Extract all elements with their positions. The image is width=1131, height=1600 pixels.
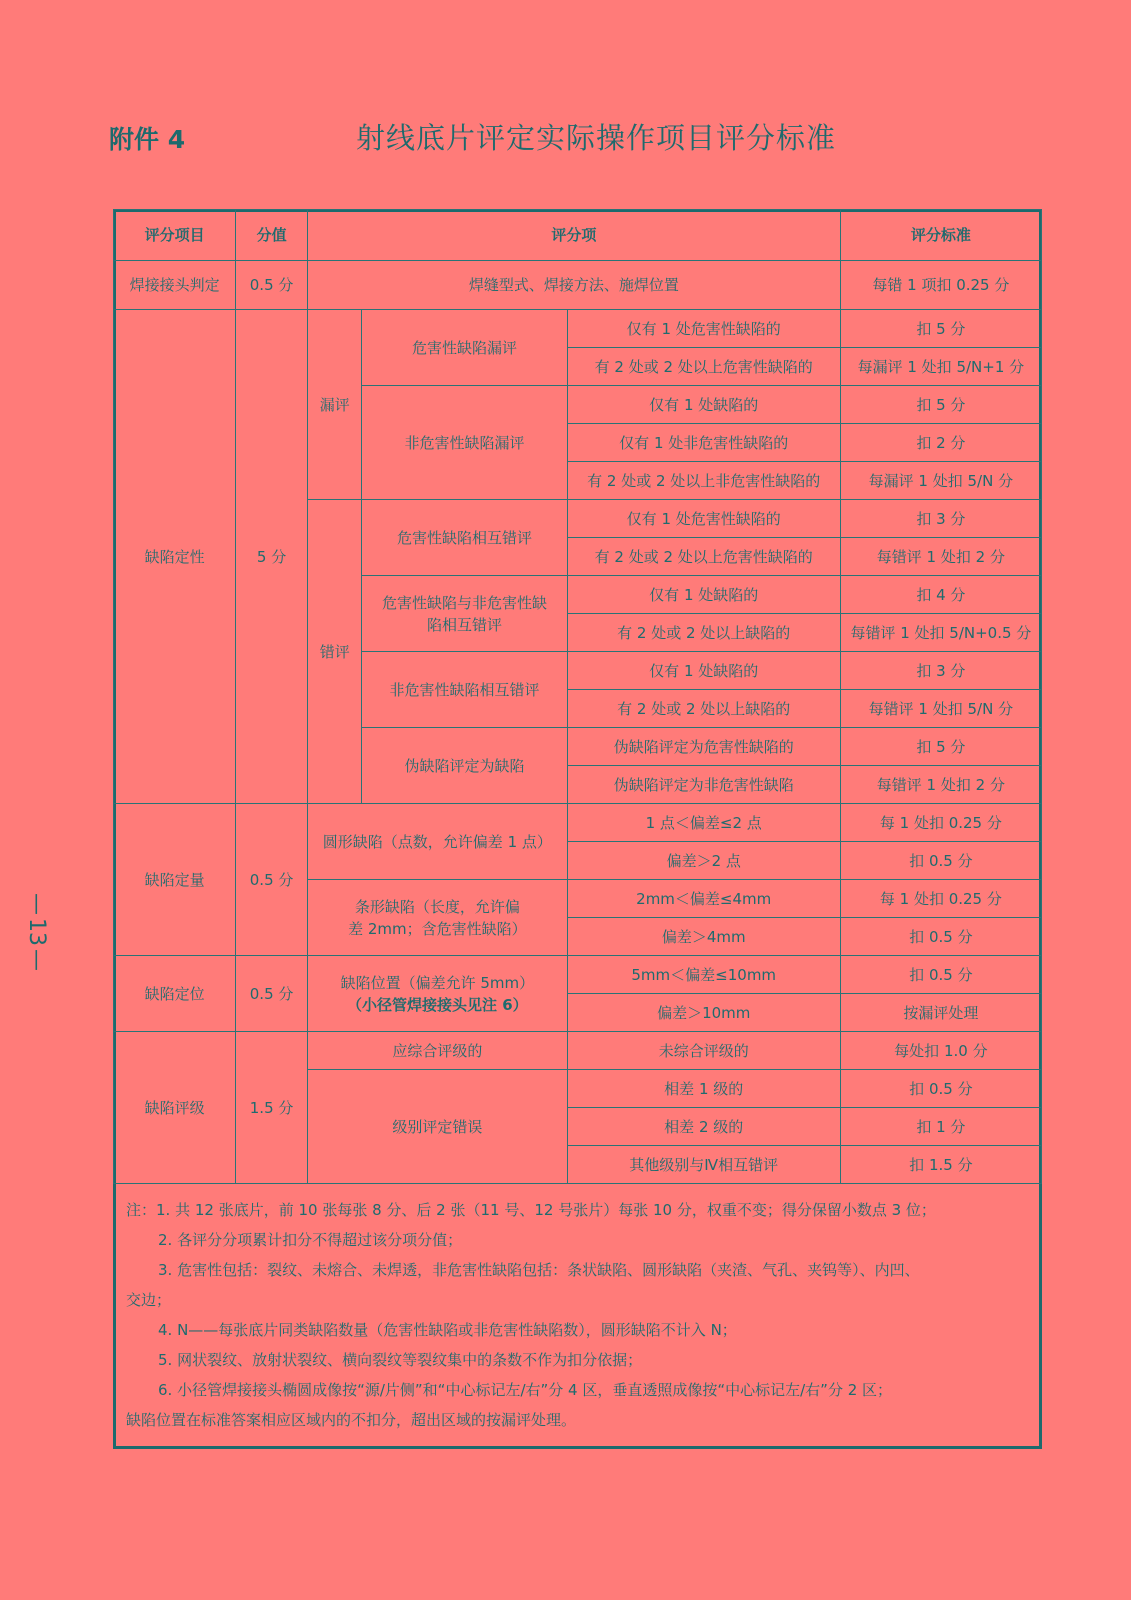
- page-number-dash-bottom: —: [24, 949, 49, 971]
- item-defect-loc: 缺陷定位: [114, 956, 236, 1032]
- page-title: 射线底片评定实际操作项目评分标准: [356, 121, 837, 155]
- standard-cell: 扣 1 分: [840, 1108, 1041, 1146]
- standard-cell: 按漏评处理: [840, 994, 1041, 1032]
- standard-cell: 每漏评 1 处扣 5/N+1 分: [840, 348, 1041, 386]
- location-label: 缺陷位置（偏差允许 5mm）: [340, 973, 535, 992]
- score-defect-quant: 0.5 分: [236, 804, 308, 956]
- standard-cell: 每 1 处扣 0.25 分: [840, 804, 1041, 842]
- standard-cell: 扣 3 分: [840, 652, 1041, 690]
- case-cell: 仅有 1 处缺陷的: [567, 576, 840, 614]
- case-cell: 1 点＜偏差≤2 点: [567, 804, 840, 842]
- page-number-value: 13: [24, 918, 49, 946]
- sub-hazard-miss: 危害性缺陷漏评: [362, 310, 567, 386]
- standard-cell: 扣 0.5 分: [840, 1070, 1041, 1108]
- note-3: 3. 危害性包括：裂纹、未熔合、未焊透，非危害性缺陷包括：条状缺陷、圆形缺陷（夹渣、气孔、夹钨等）、内凹、: [158, 1261, 920, 1279]
- case-cell: 仅有 1 处缺陷的: [567, 386, 840, 424]
- sub-location: [308, 956, 568, 1032]
- case-cell: 有 2 处或 2 处以上缺陷的: [567, 690, 840, 728]
- case-cell: 未综合评级的: [567, 1032, 840, 1070]
- case-cell: 仅有 1 处危害性缺陷的: [567, 310, 840, 348]
- header-content: 评分项: [308, 210, 841, 261]
- note-4: 4. N——每张底片同类缺陷数量（危害性缺陷或非危害性缺陷数），圆形缺陷不计入 N；: [158, 1321, 737, 1339]
- case-cell: 仅有 1 处危害性缺陷的: [567, 500, 840, 538]
- table-row: [114, 1032, 1042, 1070]
- sub-round: 圆形缺陷（点数，允许偏差 1 点）: [308, 804, 568, 880]
- standard-cell: 扣 0.5 分: [840, 956, 1041, 994]
- table-row: [114, 261, 1042, 310]
- sub-hazard-mutual: 危害性缺陷相互错评: [362, 500, 567, 576]
- table-row: [114, 956, 1042, 994]
- standard-weld: 每错 1 项扣 0.25 分: [840, 261, 1041, 310]
- sub-hazard-nonhazard: 危害性缺陷与非危害性缺陷相互错评: [362, 576, 567, 652]
- case-cell: 有 2 处或 2 处以上缺陷的: [567, 614, 840, 652]
- item-defect-quant: 缺陷定量: [114, 804, 236, 956]
- scoring-table: [113, 209, 1042, 1184]
- standard-cell: 扣 2 分: [840, 424, 1041, 462]
- case-cell: 有 2 处或 2 处以上危害性缺陷的: [567, 348, 840, 386]
- sub-nonhazard-miss: 非危害性缺陷漏评: [362, 386, 567, 500]
- case-cell: 偏差＞4mm: [567, 918, 840, 956]
- standard-cell: 每错评 1 处扣 5/N+0.5 分: [840, 614, 1041, 652]
- standard-cell: 扣 1.5 分: [840, 1146, 1041, 1184]
- standard-cell: 扣 5 分: [840, 728, 1041, 766]
- case-cell: 偏差＞10mm: [567, 994, 840, 1032]
- sub-comprehensive: 应综合评级的: [308, 1032, 568, 1070]
- case-cell: 伪缺陷评定为非危害性缺陷: [567, 766, 840, 804]
- case-cell: 2mm＜偏差≤4mm: [567, 880, 840, 918]
- standard-cell: 每漏评 1 处扣 5/N 分: [840, 462, 1041, 500]
- standard-cell: 每处扣 1.0 分: [840, 1032, 1041, 1070]
- score-defect-loc: 0.5 分: [236, 956, 308, 1032]
- standard-cell: 每 1 处扣 0.25 分: [840, 880, 1041, 918]
- score-defect-grade: 1.5 分: [236, 1032, 308, 1184]
- location-note: （小径管焊接接头见注 6）: [347, 995, 528, 1014]
- sub-pseudo: 伪缺陷评定为缺陷: [362, 728, 567, 804]
- content-weld: 焊缝型式、焊接方法、施焊位置: [308, 261, 841, 310]
- note-6: 6. 小径管焊接接头椭圆成像按“源/片侧”和“中心标记左/右”分 4 区，垂直透照成像按“中心标记左/右”分 2 区；: [158, 1381, 893, 1399]
- note-5: 5. 网状裂纹、放射状裂纹、横向裂纹等裂纹集中的条数不作为扣分依据；: [158, 1351, 643, 1369]
- score-weld: 0.5 分: [236, 261, 308, 310]
- case-cell: 仅有 1 处非危害性缺陷的: [567, 424, 840, 462]
- standard-cell: 每错评 1 处扣 2 分: [840, 766, 1041, 804]
- standard-cell: 扣 5 分: [840, 386, 1041, 424]
- note-2: 2. 各评分分项累计扣分不得超过该分项分值；: [158, 1231, 463, 1249]
- case-cell: 其他级别与Ⅳ相互错评: [567, 1146, 840, 1184]
- case-cell: 偏差＞2 点: [567, 842, 840, 880]
- item-defect-grade: 缺陷评级: [114, 1032, 236, 1184]
- sub-nonhazard-mutual: 非危害性缺陷相互错评: [362, 652, 567, 728]
- standard-cell: 扣 5 分: [840, 310, 1041, 348]
- sub-strip: 条形缺陷（长度，允许偏差 2mm；含危害性缺陷）: [308, 880, 568, 956]
- case-cell: 伪缺陷评定为危害性缺陷的: [567, 728, 840, 766]
- page-number-dash-top: —: [24, 893, 49, 915]
- case-cell: 有 2 处或 2 处以上非危害性缺陷的: [567, 462, 840, 500]
- sub-wrong-level: 级别评定错误: [308, 1070, 568, 1184]
- standard-cell: 扣 4 分: [840, 576, 1041, 614]
- note-3-cont: 交边；: [126, 1291, 172, 1309]
- case-cell: 相差 1 级的: [567, 1070, 840, 1108]
- note-6-cont: 缺陷位置在标准答案相应区域内的不扣分，超出区域的按漏评处理。: [126, 1411, 577, 1429]
- table-header-row: [114, 210, 1042, 261]
- header-score: 分值: [236, 210, 308, 261]
- score-defect-qual: 5 分: [236, 310, 308, 804]
- standard-cell: 扣 0.5 分: [840, 918, 1041, 956]
- header-item: 评分项目: [114, 210, 236, 261]
- page-number: [18, 890, 54, 974]
- case-cell: 5mm＜偏差≤10mm: [567, 956, 840, 994]
- case-cell: 有 2 处或 2 处以上危害性缺陷的: [567, 538, 840, 576]
- standard-cell: 扣 3 分: [840, 500, 1041, 538]
- table-row: [114, 804, 1042, 842]
- attachment-label: 附件 4: [109, 125, 186, 154]
- notes: [126, 1195, 1026, 1435]
- standard-cell: 扣 0.5 分: [840, 842, 1041, 880]
- case-cell: 相差 2 级的: [567, 1108, 840, 1146]
- table-row: [114, 310, 1042, 348]
- case-cell: 仅有 1 处缺陷的: [567, 652, 840, 690]
- header-standard: 评分标准: [840, 210, 1041, 261]
- item-weld: 焊接接头判定: [114, 261, 236, 310]
- group-miss: 漏评: [308, 310, 362, 500]
- note-1: 注：1. 共 12 张底片，前 10 张每张 8 分、后 2 张（11 号、12 号张片）每张 10 分，权重不变；得分保留小数点 3 位；: [126, 1201, 936, 1219]
- standard-cell: 每错评 1 处扣 2 分: [840, 538, 1041, 576]
- item-defect-qual: 缺陷定性: [114, 310, 236, 804]
- group-wrong: 错评: [308, 500, 362, 804]
- standard-cell: 每错评 1 处扣 5/N 分: [840, 690, 1041, 728]
